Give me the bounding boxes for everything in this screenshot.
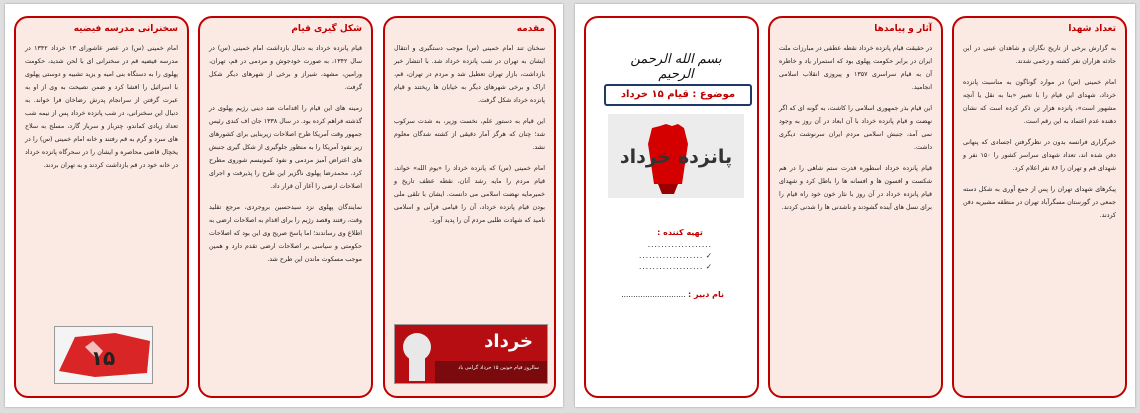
panel-text [770,34,941,214]
panel-text [385,34,554,227]
teacher-label: نام دبیر : [688,290,724,299]
teacher-block [596,290,759,299]
paragraph: این قیام بذر جمهوری اسلامی را کاشت، به گونه ای که اگر نهضت و قیام پانزده خرداد با آن ابعاد در آن روز به وجود نمی آمد، جنبش اسلامی مردم ایران سرنوشت دیگری داشت. [779,105,932,151]
prepared-line: ................... [639,251,704,260]
paragraph: سخنان تند امام خمینی (س) موجب دستگیری و انتقال ایشان به تهران در شب پانزده خرداد شد. با انتشار خبر بازداشت، بازار تهران تعطیل شد و مردم در تهران، قم، اراک و برخی شهرهای دیگر به خیابان ها ریختند و قیام پانزده خرداد شکل گرفت. [394,45,545,104]
brochure-page-left [5,4,563,407]
prepared-check-row [596,261,712,272]
panel-title: آثار و پیامدها [874,24,932,34]
paragraph: قیام پانزده خرداد اسطوره قدرت ستم شاهی را در هم شکست و افسون ها و افسانه ها را باطل کرد و شهدای قیام پانزده خرداد در آن روز با نثار خون خود راه قیام را برای نسل های آینده گشودند و ناشدنی ها را شدنی کردند. [779,165,932,211]
panel-uprising-formation [198,16,373,398]
panel-martyrs-count [952,16,1127,398]
panel-feyziyeh-speech [14,16,189,398]
panel-cover [584,16,759,398]
khordad-poster-image [608,114,744,198]
paragraph: خبرگزاری فرانسه بدون در نظرگرفتن اجسادی که پنهانی دفن شده اند، تعداد شهدای سراسر کشور را ۱۵۰ نفر و شهدای قم و تهران را ۸۶ نفر اعلام کرد. [963,139,1116,172]
khordad-banner-image [394,324,548,384]
panel-text [16,34,187,172]
paragraph: در حقیقت قیام پانزده خرداد نقطه عطفی در مبارزات ملت ایران در برابر حکومت پهلوی بود که استمرار یاد و خاطره آن به قیام سراسری ۱۳۵۷ و پیروزی انقلاب اسلامی انجامید. [779,45,933,91]
paragraph: امام خمینی (س) که پانزده خرداد را «یوم الله» خواند، قیام مردم را مایه رشد آنان، نقطه عطف تاریخ و خمیرمایه نهضت اسلامی می دانست. ایشان با تلقی ملی بودن قیام پانزده خرداد، آن را قیامی قرآنی و اسلامی نامید که شهادت طلبی مردم آن را پدید آورد. [394,165,545,224]
paragraph: امام خمینی (س) در موارد گوناگون به مناسبت پانزده خرداد، شهدای این قیام را با تعبیر «بنا به نقل یا آنچه مشهور است»، پانزده هزار تن ذکر کرده است که نشان دهنده عدم اعتماد به این رقم است. [963,79,1116,125]
subject-title: موضوع : قیام ۱۵ خرداد [604,84,752,106]
bismillah-calligraphy: بسم الله الرحمن الرحیم [630,52,722,82]
khordad15-image [54,326,153,384]
khordad15-graphic [55,327,152,383]
panel-introduction [383,16,556,398]
paragraph: امام خمینی (س) در عصر عاشورای ۱۳ خرداد ۱۳۴۲ در مدرسه فیضیه قم در سخنرانی ای با لحن شدید، حکومت پهلوی را به دستگاه بنی امیه و یزید تشبیه و دوستی پهلوی با اسرائیل را افشا کرد و ضمن نصیحت به وی از او به عبرت گرفتن از سرانجام پدرش رضاخان فرا خواند. به دنبال این سخنرانی، در شب پانزده خرداد پس از نیمه شب تعداد زیادی کماندو، چترباز و سرباز گارد، مسلح به سلاح های سرد و گرم به قم رفتند و خانه امام خمینی (س) را در یخچال قاضی محاصره و ایشان را در سحرگاه پانزده خرداد در خانه خود در قم بازداشت کردند و به تهران بردند. [25,45,179,169]
panel-title: تعداد شهدا [1068,24,1116,34]
panel-text [200,34,371,266]
panel-title: مقدمه [516,24,545,34]
prepared-line: ................... [647,240,712,249]
brochure-page-right [575,4,1135,407]
check-mark: ✓ [705,262,712,271]
paragraph: زمینه های این قیام را اقدامات ضد دینی رژیم پهلوی در گذشته فراهم کرده بود. در سال ۱۳۳۸ جان اف کندی رئیس جمهور وقت آمریکا طرح اصلاحات زیربنایی برای کشورهای زیر نفوذ آمریکا را به منظور جلوگیری از شکل گیری جنبش های اعتراض آمیز مردمی و نفوذ کمونیسم شوروی مطرح کرد. محمدرضا پهلوی ناگزیر این طرح را پذیرفت و اجرای اصلاحات ارضی را آغاز آن قرار داد. [209,105,362,190]
paragraph: قیام پانزده خرداد به دنبال بازداشت امام خمینی (س) در سال ۱۳۴۲، به صورت خودجوش و مردمی در قم، تهران، ورامین، مشهد، شیراز و برخی از شهرهای دیگر شکل گرفت. [209,45,362,91]
panel-text [954,34,1125,222]
paragraph: به گزارش برخی از تاریخ نگاران و شاهدان عینی در این حادثه هزاران نفر کشته و زخمی شدند. [963,45,1116,65]
panel-title: سخنرانی مدرسه فیضیه [73,24,178,34]
prepared-check-row [596,250,712,261]
paragraph: این قیام به دستور علم، نخست وزیر، به شدت سرکوب شد؛ چنان که هرگز آمار دقیقی از کشته شدگان معلوم نشد. [394,118,545,151]
svg-text:۱۵: ۱۵ [90,346,116,370]
panel-effects [768,16,943,398]
paragraph: نمایندگان پهلوی نزد سیدحسین بروجردی، مرجع تقلید وقت، رفتند وقصد رژیم را برای اقدام به اصلاحات ارضی به اطلاع وی رساندند؛ اما پاسخ صریح وی این بود که اصلاحات حکومتی و سیاسی بر اصلاحات ارضی تقدم دارد و همین موجب مسکوت ماندن این طرح شد. [209,204,362,263]
banner-subtitle: سالروز قیام خونین ۱۵ خرداد گرامی باد [458,365,539,371]
teacher-value: ........................... [621,290,686,299]
panel-title: شکل گیری قیام [291,24,362,34]
prepared-by-label: تهیه کننده : [657,228,703,237]
banner-title: خرداد [484,331,533,352]
prepared-by-block [596,228,759,272]
prepared-line: ................... [639,262,704,271]
prepared-by-lines [596,239,759,272]
check-mark: ✓ [705,251,712,260]
paragraph: پیکرهای شهدای تهران را پس از جمع آوری به شکل دسته جمعی در گورستان مسگرآباد تهران در منطقه مشیریه دفن کردند. [963,186,1116,219]
poster-text: پانزده خرداد [619,146,733,168]
